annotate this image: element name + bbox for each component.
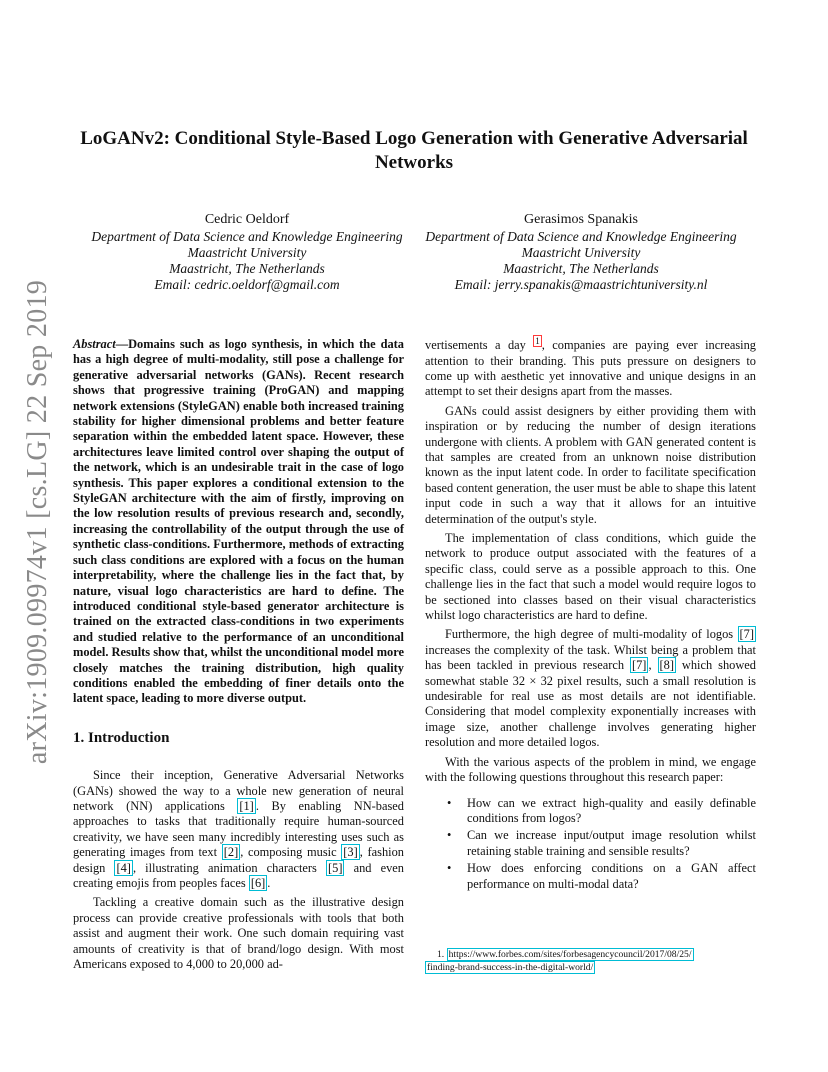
footnote-url-link[interactable]: https://www.forbes.com/sites/forbesagencycouncil/2017/08/25/ (448, 949, 692, 960)
right-paragraph-4: Furthermore, the high degree of multi-modality of logos [7] increases the complexity of the task. Whilst being a problem that has been tackled in previous research [7] , [8] which showed somewhat stable 32 × 32 pixel results, such a small resolution is undesirable for real use as most details are not identifiable. Considering that model complexity exponentially increases with image size, another challenge involves generating higher resolution and more detailed logos. (425, 627, 756, 750)
abstract (73, 337, 404, 707)
intro-paragraph-1: Since their inception, Generative Adversarial Networks (GANs) showed the way to a whole new generation of neural network (NN) applications [1] . By enabling NN-based approaches to tasks that traditionally require human-sourced creativity, we have seen many incredibly interesting uses such as generating images from text [2] , composing music [3] , fashion design [4] , illustrating animation characters [5] and even creating emojis from peoples faces [6] . (73, 768, 404, 890)
arxiv-identifier: arXiv:1909.09974v1 [cs.LG] 22 Sep 2019 (22, 279, 54, 765)
citation-link[interactable]: [5] (328, 860, 343, 875)
citation-link[interactable]: [6] (250, 876, 266, 890)
author-name: Cedric Oeldorf (204, 212, 290, 227)
bullet-icon: • (447, 861, 452, 876)
author-location: Maastricht, The Netherlands (503, 261, 659, 276)
author-name: Gerasimos Spanakis (524, 212, 638, 227)
citation-link[interactable]: [7] (631, 658, 647, 673)
author-email: Email: jerry.spanakis@maastrichtuniversity.nl (454, 277, 708, 292)
citation-link[interactable]: [2] (223, 845, 239, 860)
right-column (425, 337, 756, 894)
right-paragraph-3: The implementation of class conditions, which guide the network to produce output associated with the features of a specific class, could serve as a possible approach to this. One challenge lies in the fact that such a model would require logos to be sectioned into classes based on their visual characteristics whilst logo characteristics are hard to define. (425, 531, 756, 623)
abstract-label: Abstract (73, 337, 116, 351)
author-email: Email: cedric.oeldorf@gmail.com (154, 277, 340, 292)
list-item: • How can we extract high-quality and easily definable conditions from logos? (447, 795, 756, 825)
footnote (425, 948, 756, 974)
right-paragraph-5: With the various aspects of the problem in mind, we engage with the following questions throughout this research paper: (425, 754, 756, 785)
citation-link[interactable]: [7] (739, 627, 754, 642)
author-university: Maastricht University (521, 245, 641, 260)
paper-title: LoGANv2: Conditional Style-Based Logo Generation with Generative Adversarial Networks (80, 128, 748, 173)
author-location: Maastricht, The Netherlands (169, 261, 325, 276)
research-questions-list (425, 796, 756, 892)
footnote-url-link[interactable]: finding-brand-success-in-the-digital-world/ (427, 962, 594, 973)
citation-link[interactable]: [3] (343, 845, 358, 860)
author-block-1 (84, 212, 410, 293)
author-university: Maastricht University (187, 245, 307, 260)
intro-paragraph-2: Tackling a creative domain such as the illustrative design process can provide creative professionals with tools that both assist and augment their work. One such domain requiring vast amounts of creativity is that of brand/logo design. With most Americans exposed to 4,000 to 20,000 ad- (73, 895, 404, 972)
footnote-number: 1. (437, 949, 445, 960)
right-paragraph-1: vertisements a day $^1$ , companies are paying ever increasing attention to their branding. This puts pressure on designers to come up with aesthetic yet innovative and unique designs in an attempt to set their designs apart from the masses. (425, 336, 756, 399)
arxiv-sidebar-stamp (16, 279, 60, 765)
citation-link[interactable]: [4] (116, 860, 131, 875)
list-item: • How does enforcing conditions on a GAN affect performance on multi-modal data? (447, 861, 756, 891)
author-department: Department of Data Science and Knowledge Engineering (91, 229, 403, 244)
bullet-icon: • (447, 795, 452, 810)
citation-link[interactable]: [1] (239, 798, 254, 813)
citation-link[interactable]: [8] (659, 658, 674, 673)
section-heading-introduction: 1. Introduction (73, 729, 170, 746)
footnote-marker[interactable]: 1 (535, 336, 540, 346)
author-department: Department of Data Science and Knowledge Engineering (425, 229, 737, 244)
bullet-icon: • (447, 828, 452, 843)
abstract-text: —Domains such as logo synthesis, in which the data has a high degree of multi-modality, still pose a challenge for generative adversarial networks (GANs). Recent research shows that progressive training (ProGAN) and mapping network extensions (StyleGAN) enable both increased training stability for higher dimensional problems and better feature separation within the embedded latent space. However, these architectures leave limited control over shaping the output of the network, which is an undesirable trait in the case of logo synthesis. This paper explores a conditional extension to the StyleGAN architecture with the aim of firstly, improving on the low resolution results of previous research and, secondly, increasing the controllability of the output through the use of synthetic class-conditions. Furthermore, methods of extracting such class conditions are explored with a focus on the human interpretability, where the challenge lies in the fact that, by nature, visual logo characteristics are hard to define. The introduced conditional style-based generator architecture is trained on the extracted class-conditions in two experiments and studied relative to the performance of an unconditional model. Results show that, whilst the unconditional model more closely matches the training distribution, high quality conditions enabled the embedding of finer details onto the latent space, leading to more diverse output. (73, 337, 404, 706)
list-item: • Can we increase input/output image resolution whilst retaining stable training and sensible results? (447, 828, 756, 858)
author-block-2 (418, 212, 744, 293)
right-paragraph-2: GANs could assist designers by either providing them with inspiration or by reducing the number of design iterations undergone with clients. A problem with GAN generated content is that samples are created from an unknown noise distribution known as the input latent code. In order to facilitate specification based content generation, the user must be able to shape this latent input code in such a way that it allows for an intuitive determination of the output's style. (425, 403, 756, 526)
left-column (73, 337, 404, 972)
